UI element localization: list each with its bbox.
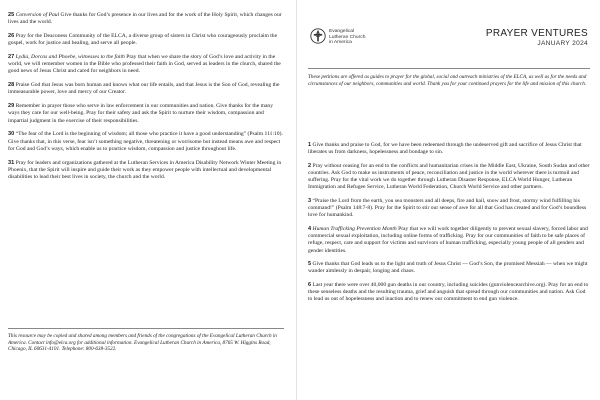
entry-number: 2 [308, 162, 312, 169]
organization-name [329, 29, 399, 46]
entry-number: 3 [308, 198, 312, 204]
entry [308, 282, 590, 304]
entry-lead: Human Trafficking Prevention Month [312, 226, 397, 232]
entry-number: 1 [308, 142, 312, 148]
entry-number: 29 [8, 103, 15, 110]
right-entries [308, 142, 590, 310]
left-page [8, 12, 284, 392]
entry-text: Give thanks and praise to God, for we have been redeemed through the undeserved gift and sacrifice of Jesus Christ that liberates us from darkness, hopelessness and bondage to sin. [308, 142, 582, 156]
entry-text: Pray without ceasing for an end to the conflicts and humanitarian crises in the Middle East, Ukraine, South Sudan and other countries. Ask God to make us instruments of peace, reconciliation and justice in the world wherever there is turmoil and suffering. Pray for the vital work we do together through Lutheran Disaster Response, ELCA World Hunger, Lutheran Immigration and Refugee Service, Lutheran World Federation, Church World Service and other partners. [308, 162, 590, 191]
entry-number: 31 [8, 159, 15, 166]
intro-paragraph: These petitions are offered as guides to prayer for the global, social and outreach ministries of the ELCA, as well as for the needs and circumstances of our neighbors, communities and world. Thank you for your continued prayers for the life and mission of this church. [308, 74, 587, 87]
entry-number: 5 [308, 261, 312, 268]
entry-text: Pray for leaders and organizations gathered at the Lutheran Services in America Disability Network Winter Meeting in Phoenix, that the Spirit will inspire and guide their work as they empower people with intellectual and developmental disabilities to lead their best lives in society, the church and the world. [8, 159, 282, 181]
entry [8, 33, 284, 47]
entry-text: Remember in prayer those who serve in law enforcement in our communities and nation. Give thanks for the many ways they care for our well-being. Pray for their safety and ask the Spirit to nurture their wisdom, compassion and impartial judgment in the exercise of their responsibilities. [8, 103, 274, 124]
entry-number: 6 [308, 282, 312, 288]
entry-text: Last year there were over 40,000 gun deaths in our country, including suicides (gunviolencearchive.org). Pray for an end to these senseless deaths and the resulting trauma, grief and anguish that spread through our communities and nation. Ask God to lead us out of hopelessness and inaction and to renew our commitment to end gun violence. [308, 282, 589, 303]
entry-lead: Lydia, Dorcas and Phoebe, witnesses to the faith [15, 54, 125, 60]
entry-number: 26 [8, 33, 15, 39]
page-subtitle: JANUARY 2024 [537, 40, 588, 47]
right-page [308, 12, 590, 392]
entry [308, 226, 590, 255]
entry-text: Pray that when we share the story of God’s love and activity in the world, we will remember women in the Bible who professed their faith in God, served as leaders in the church, shared the good news of Jesus Christ and cared for neighbors in need. [8, 54, 281, 75]
entry [8, 12, 284, 26]
entry-text: Pray for the Deaconess Community of the ELCA, a diverse group of sisters in Christ who courageously proclaim the gospel, work for justice and healing, and serve all people. [8, 33, 278, 47]
header-divider [308, 68, 590, 69]
entry [8, 103, 284, 125]
entry-lead: Conversion of Paul [15, 12, 60, 18]
elca-cross-logo-icon [310, 28, 326, 44]
entry [308, 261, 590, 275]
entry [8, 160, 284, 182]
copyright-footer: This resource may be copied and shared among members and friends of the congregations of the Evangelical Lutheran Church in America. Contact info@elca.org for additional information. Evangelical Lutheran Church in America, 8765 W. Higgins Road, Chicago, IL 60631-4101. Telephone: 800-638-3522. [8, 328, 284, 353]
page-spine-divider [296, 0, 297, 400]
org-name-line: in America [329, 40, 352, 46]
entry [8, 54, 284, 76]
entry-number: 25 [8, 12, 15, 18]
entry [8, 131, 284, 153]
entry-text: Praise God that Jesus was born human and knows what our life entails, and that Jesus is the Son of God, revealing the immeasurable power, love and mercy of our Creator. [8, 82, 280, 96]
entry-text: “Praise the Lord from the earth, you sea monsters and all deeps, fire and hail, snow and frost, stormy wind fulfilling his command!” (Psalm 148:7-8). Pray for the Spirit to stir our sense of awe for all that God has created and for God’s boundless love for humankind. [308, 198, 587, 219]
entry-text: “The fear of the Lord is the beginning of wisdom; all those who practice it have a good understanding” (Psalm 111:10). Give thanks that, in this verse, fear isn’t something negative, threatening or worrisome but instead means awe and respect for God and God’s ways, which enable us to practice wisdom, compassion and justice throughout life. [8, 131, 283, 152]
entry-number: 30 [8, 131, 15, 138]
entry [308, 163, 590, 192]
left-entries [8, 12, 284, 181]
entry-text: Give thanks that God leads us to the light and truth of Jesus Christ — God’s Son, the promised Messiah — when we might wander aimlessly in despair, longing and chaos. [308, 261, 588, 275]
entry [308, 142, 590, 156]
page-title: PRAYER VENTURES [485, 28, 588, 39]
entry-number: 4 [308, 226, 312, 232]
org-name-line: Evangelical [329, 29, 355, 34]
entry-number: 27 [8, 54, 15, 60]
entry [308, 198, 590, 220]
entry [8, 82, 284, 96]
entry-number: 28 [8, 82, 15, 89]
org-name-line: Lutheran Church [329, 34, 366, 40]
entry-text: Pray that we will work together diligently to prevent sexual slavery, forced labor and commercial sexual exploitation, including online forms of trafficking. Pray for our communities of faith to be safe places of refuge, respect, care and support for victims and survivors of human trafficking, especially young people of all genders and gender identities. [308, 226, 588, 254]
entry-text: Give thanks for God’s presence in our lives and for the work of the Holy Spirit, which changes our lives and the world. [8, 12, 282, 26]
page-header [308, 12, 590, 58]
